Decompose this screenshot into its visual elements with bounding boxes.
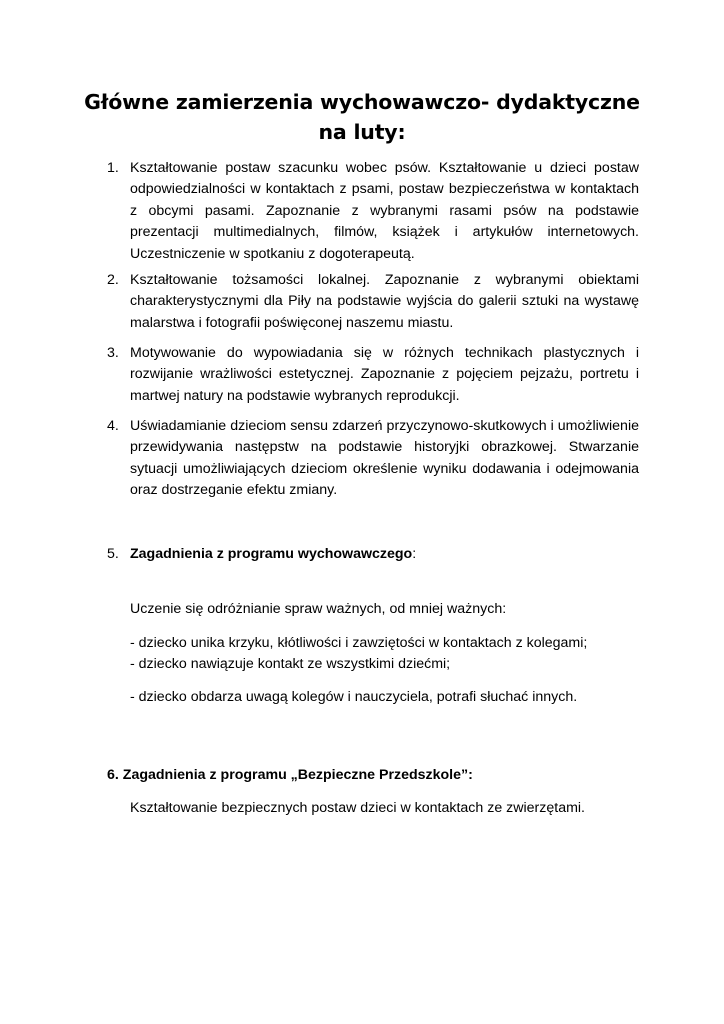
list-item-3 (107, 343, 639, 407)
list-item-text: Kształtowanie postaw szacunku wobec psów. Kształtowanie u dzieci postaw odpowiedzialności w kontaktach z psami, postaw bezpieczeństwa w kontaktach z obcymi pasami. Zapoznanie z wybranymi rasami psów na podstawie prezentacji multimedialnych, filmów, książek i artykułów internetowych. Uczestniczenie w spotkaniu z dogoterapeutą. (130, 160, 639, 262)
section-5-title: Zagadnienia z programu wychowawczego (130, 546, 413, 562)
title-line-2: na luty: (318, 120, 406, 144)
bullet-line: - dziecko obdarza uwagą kolegów i nauczyciela, potrafi słuchać innych. (130, 689, 578, 705)
list-item-4 (107, 416, 639, 502)
title-line-1: Główne zamierzenia wychowawczo- dydaktyczne (84, 90, 640, 114)
list-item-2 (107, 270, 639, 334)
section-6-heading: 6. Zagadnienia z programu „Bezpieczne Przedszkole”: (107, 767, 473, 783)
list-item-1 (107, 158, 639, 265)
list-item-number: 1. (107, 160, 119, 176)
section-5-bullets (130, 633, 650, 676)
section-5-intro: Uczenie się odróżnianie spraw ważnych, od mniej ważnych: (130, 601, 507, 617)
bullet-line: - dziecko nawiązuje kontakt ze wszystkimi dziećmi; (130, 656, 451, 673)
list-item-number: 2. (107, 272, 119, 288)
document-title (80, 87, 644, 147)
section-5-heading (107, 544, 639, 565)
bullet-line: - dziecko unika krzyku, kłótliwości i zawziętości w kontaktach z kolegami; (130, 635, 588, 651)
list-item-text: Kształtowanie tożsamości lokalnej. Zapoznanie z wybranymi obiektami charakterystycznymi dla Piły na podstawie wyjścia do galerii sztuki na wystawę malarstwa i fotografii poświęconej naszemu miastu. (130, 272, 639, 331)
list-item-number: 5. (107, 546, 119, 562)
list-item-text: Motywowanie do wypowiadania się w różnych technikach plastycznych i rozwijanie wrażliwości estetycznej. Zapoznanie z pojęciem pejzażu, portretu i martwej natury na podstawie wybranych reprodukcji. (130, 345, 639, 404)
list-item-text: Uświadamianie dzieciom sensu zdarzeń przyczynowo-skutkowych i umożliwienie przewidywania następstw na podstawie historyjki obrazkowej. Stwarzanie sytuacji umożliwiających dzieciom określenie wyniku dodawania i odejmowania oraz dostrzeganie efektu zmiany. (130, 418, 639, 499)
list-item-number: 3. (107, 345, 119, 361)
section-5-colon: : (412, 546, 417, 562)
section-6-text: Kształtowanie bezpiecznych postaw dzieci w kontaktach ze zwierzętami. (130, 800, 585, 816)
list-item-number: 4. (107, 418, 119, 434)
